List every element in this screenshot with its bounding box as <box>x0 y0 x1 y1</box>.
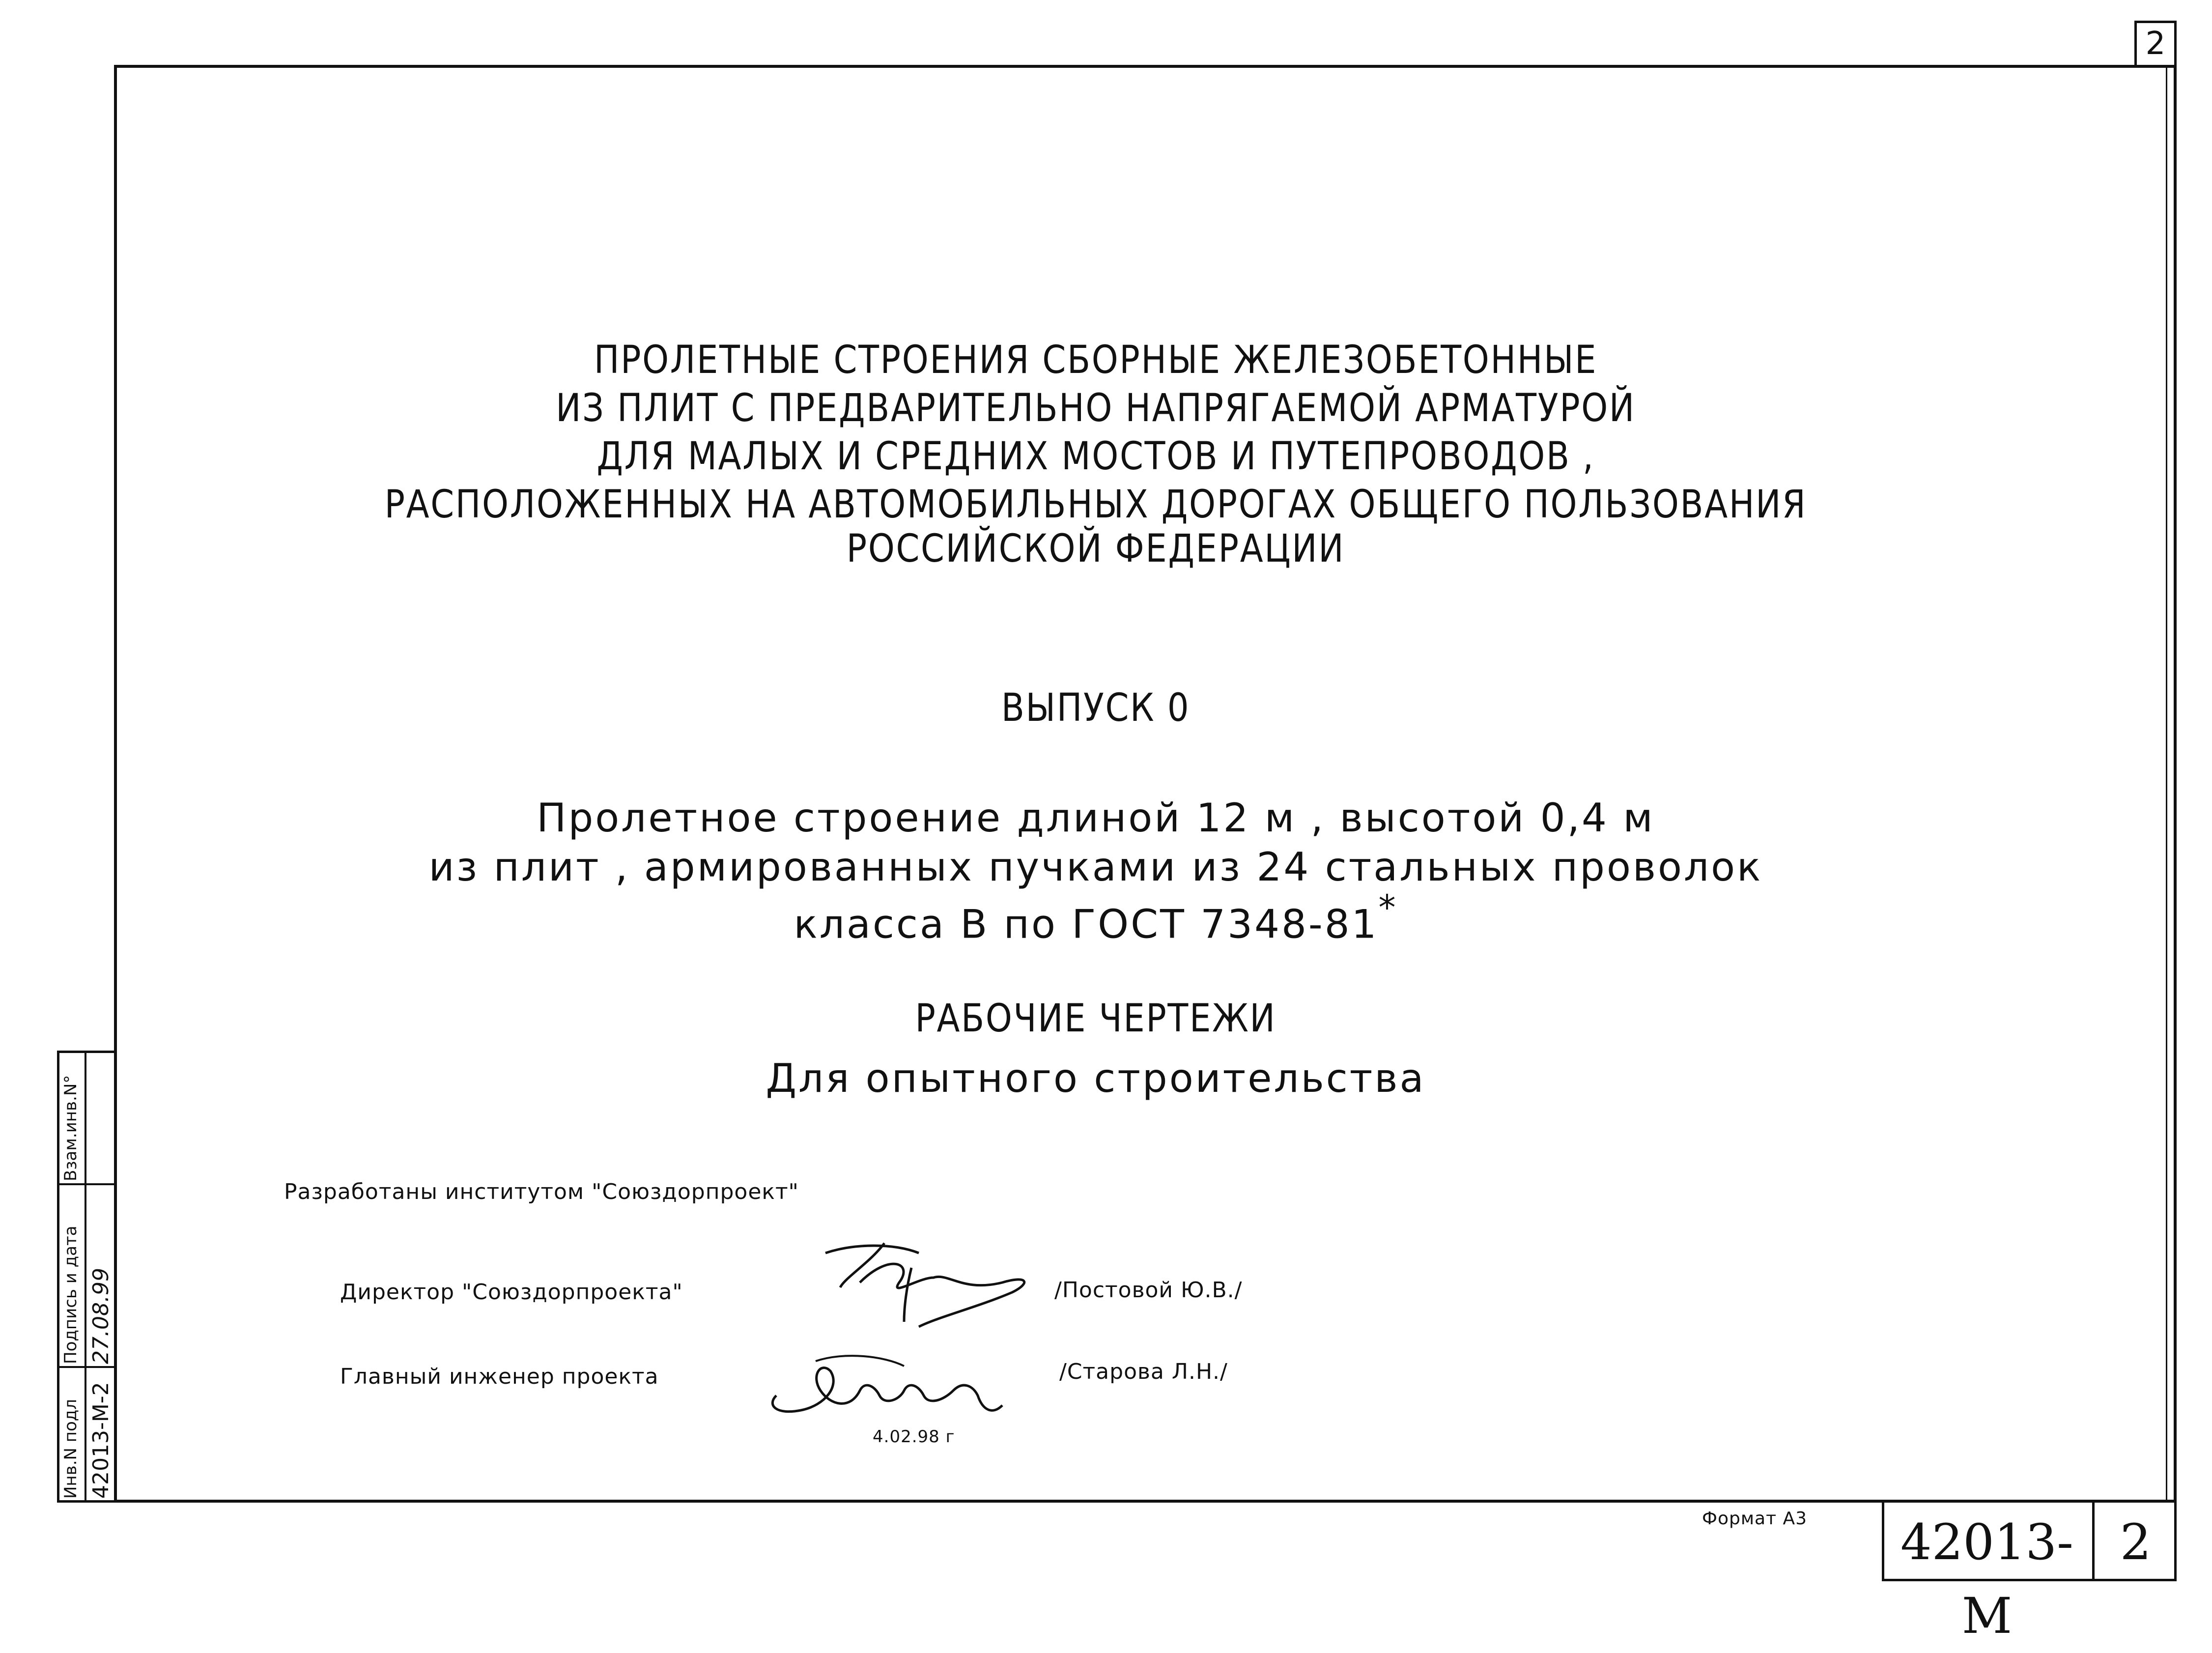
director-name: /Постовой Ю.В./ <box>1054 1278 1243 1303</box>
frame-right-line <box>2174 65 2177 1503</box>
frame-right-inner-line <box>2166 68 2167 1500</box>
title-line-2: ИЗ ПЛИТ С ПРЕДВАРИТЕЛЬНО НАПРЯГАЕМОЙ АРМАТУРОЙ <box>556 386 1636 430</box>
side-stamp-row-divider-2 <box>57 1366 117 1368</box>
side-stamp-row-divider-1 <box>57 1183 117 1185</box>
chief-engineer-signature <box>757 1341 1012 1430</box>
title-line-3: ДЛЯ МАЛЫХ И СРЕДНИХ МОСТОВ И ПУТЕПРОВОДОВ , <box>596 434 1595 479</box>
director-role: Директор "Союздорпроекта" <box>340 1280 683 1305</box>
doc-code: 42013-М <box>1900 1513 2073 1645</box>
title-line-5: РОССИЙСКОЙ ФЕДЕРАЦИИ <box>846 527 1345 571</box>
side-stamp-col-divider <box>85 1051 86 1503</box>
work-drawings-label: РАБОЧИЕ ЧЕРТЕЖИ <box>915 997 1276 1041</box>
description-line-3 <box>113 887 2078 947</box>
developed-by-label: Разработаны институтом "Союздорпроект" <box>284 1179 799 1204</box>
director-signature <box>816 1224 1042 1332</box>
corner-sheet-number: 2 <box>2145 26 2166 62</box>
sheet-number: 2 <box>2120 1513 2152 1571</box>
format-label: Формат А3 <box>1702 1509 1808 1529</box>
issue-label: ВЫПУСК 0 <box>1001 686 1191 730</box>
asterisk-mark: * <box>1378 887 1398 928</box>
side-stamp-replace-header: Взам.инв.N° <box>61 1075 81 1181</box>
chief-engineer-date: 4.02.98 г <box>873 1427 955 1447</box>
side-stamp-inv-value: 42013-М-2 <box>88 1382 113 1499</box>
side-stamp-sign-value: 27.08.99 <box>88 1268 113 1364</box>
description-line-2: из плит , армированных пучками из 24 стальных проволок <box>428 844 1763 890</box>
chief-engineer-name: /Старова Л.Н./ <box>1059 1359 1228 1384</box>
frame-top-line <box>114 65 2177 68</box>
frame-bottom-line <box>114 1500 2177 1503</box>
chief-engineer-role: Главный инженер проекта <box>340 1364 659 1389</box>
description-line-3-text: класса В по ГОСТ 7348-81 <box>794 901 1379 947</box>
description-line-1: Пролетное строение длиной 12 м , высотой 0,4 м <box>537 795 1655 841</box>
title-line-4: РАСПОЛОЖЕННЫХ НА АВТОМОБИЛЬНЫХ ДОРОГАХ ОБЩЕГО ПОЛЬЗОВАНИЯ <box>384 483 1807 527</box>
purpose-label: Для опытного строительства <box>766 1055 1426 1101</box>
side-stamp-sign-header: Подпись и дата <box>61 1226 81 1364</box>
title-line-1: ПРОЛЕТНЫЕ СТРОЕНИЯ СБОРНЫЕ ЖЕЛЕЗОБЕТОННЫЕ <box>594 338 1598 382</box>
side-stamp-inv-header: Инв.N подл <box>61 1398 81 1499</box>
